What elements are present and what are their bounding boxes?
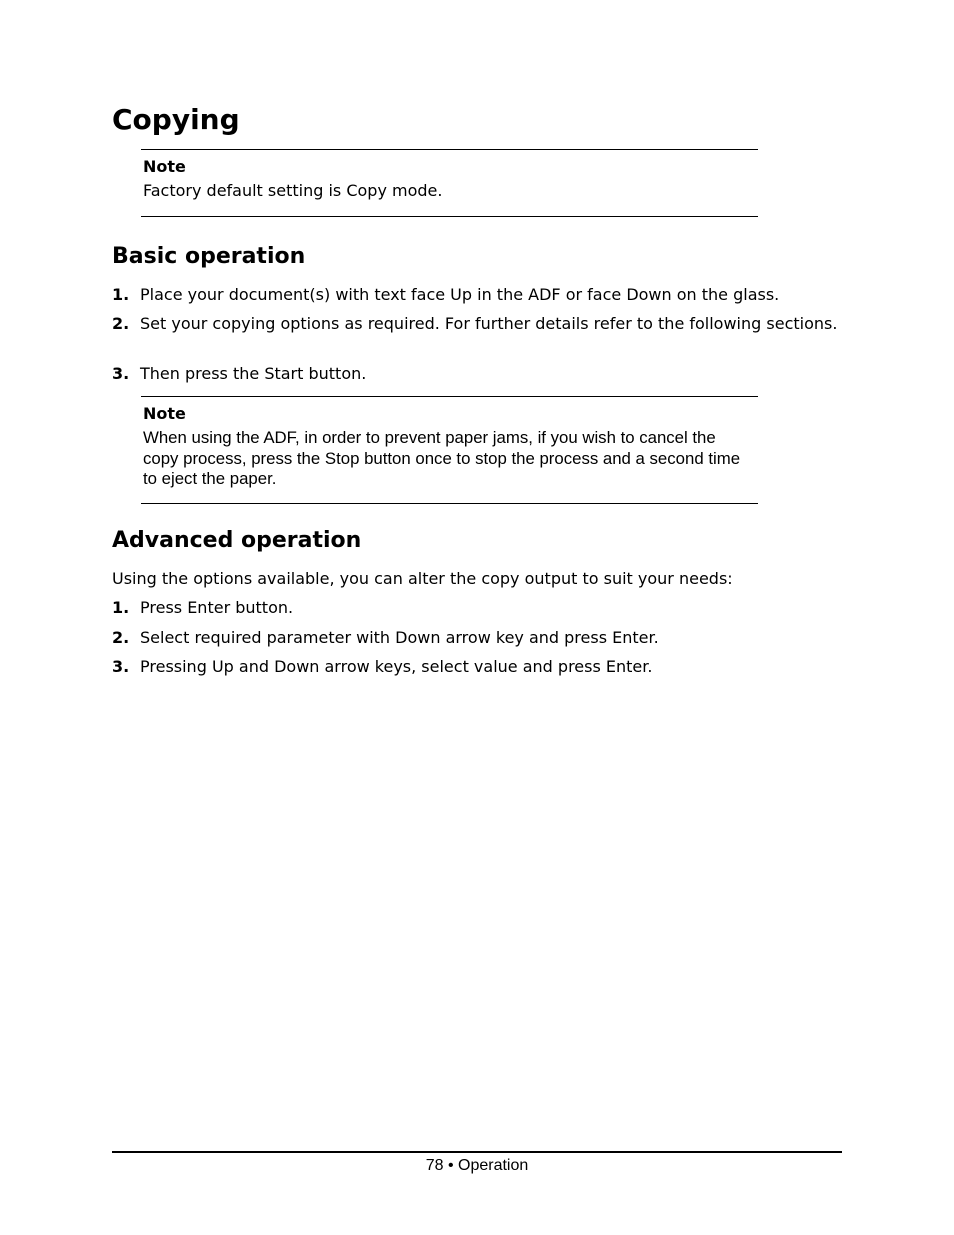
footer-divider bbox=[112, 1151, 842, 1153]
step-text: Place your document(s) with text face Up in the ADF or face Down on the glass. bbox=[140, 285, 780, 304]
step-number: 3. bbox=[112, 364, 130, 383]
page-footer: 78 • Operation bbox=[425, 1157, 529, 1174]
step-text: Select required parameter with Down arrow key and press Enter. bbox=[140, 628, 659, 647]
note-box bbox=[141, 149, 758, 217]
step-number: 1. bbox=[112, 285, 130, 304]
intro-paragraph: Using the options available, you can alter the copy output to suit your needs: bbox=[112, 569, 733, 588]
step-number: 1. bbox=[112, 598, 130, 617]
section-heading-basic-operation: Basic operation bbox=[112, 244, 306, 269]
note-label: Note bbox=[143, 404, 186, 423]
step-number: 3. bbox=[112, 657, 130, 676]
step-text: Set your copying options as required. For further details refer to the following sections. bbox=[140, 314, 838, 333]
step-text: Pressing Up and Down arrow keys, select value and press Enter. bbox=[140, 657, 653, 676]
note-text: When using the ADF, in order to prevent paper jams, if you wish to cancel the copy process, press the Stop button once to stop the process and a second time to eject the paper. bbox=[143, 428, 741, 488]
section-heading-advanced-operation: Advanced operation bbox=[112, 528, 362, 553]
step-number: 2. bbox=[112, 314, 130, 333]
note-label: Note bbox=[143, 157, 186, 176]
page-title: Copying bbox=[112, 103, 240, 136]
note-box bbox=[141, 396, 758, 504]
step-text: Then press the Start button. bbox=[140, 364, 367, 383]
step-text: Press Enter button. bbox=[140, 598, 294, 617]
step-number: 2. bbox=[112, 628, 130, 647]
note-text: Factory default setting is Copy mode. bbox=[143, 181, 443, 200]
